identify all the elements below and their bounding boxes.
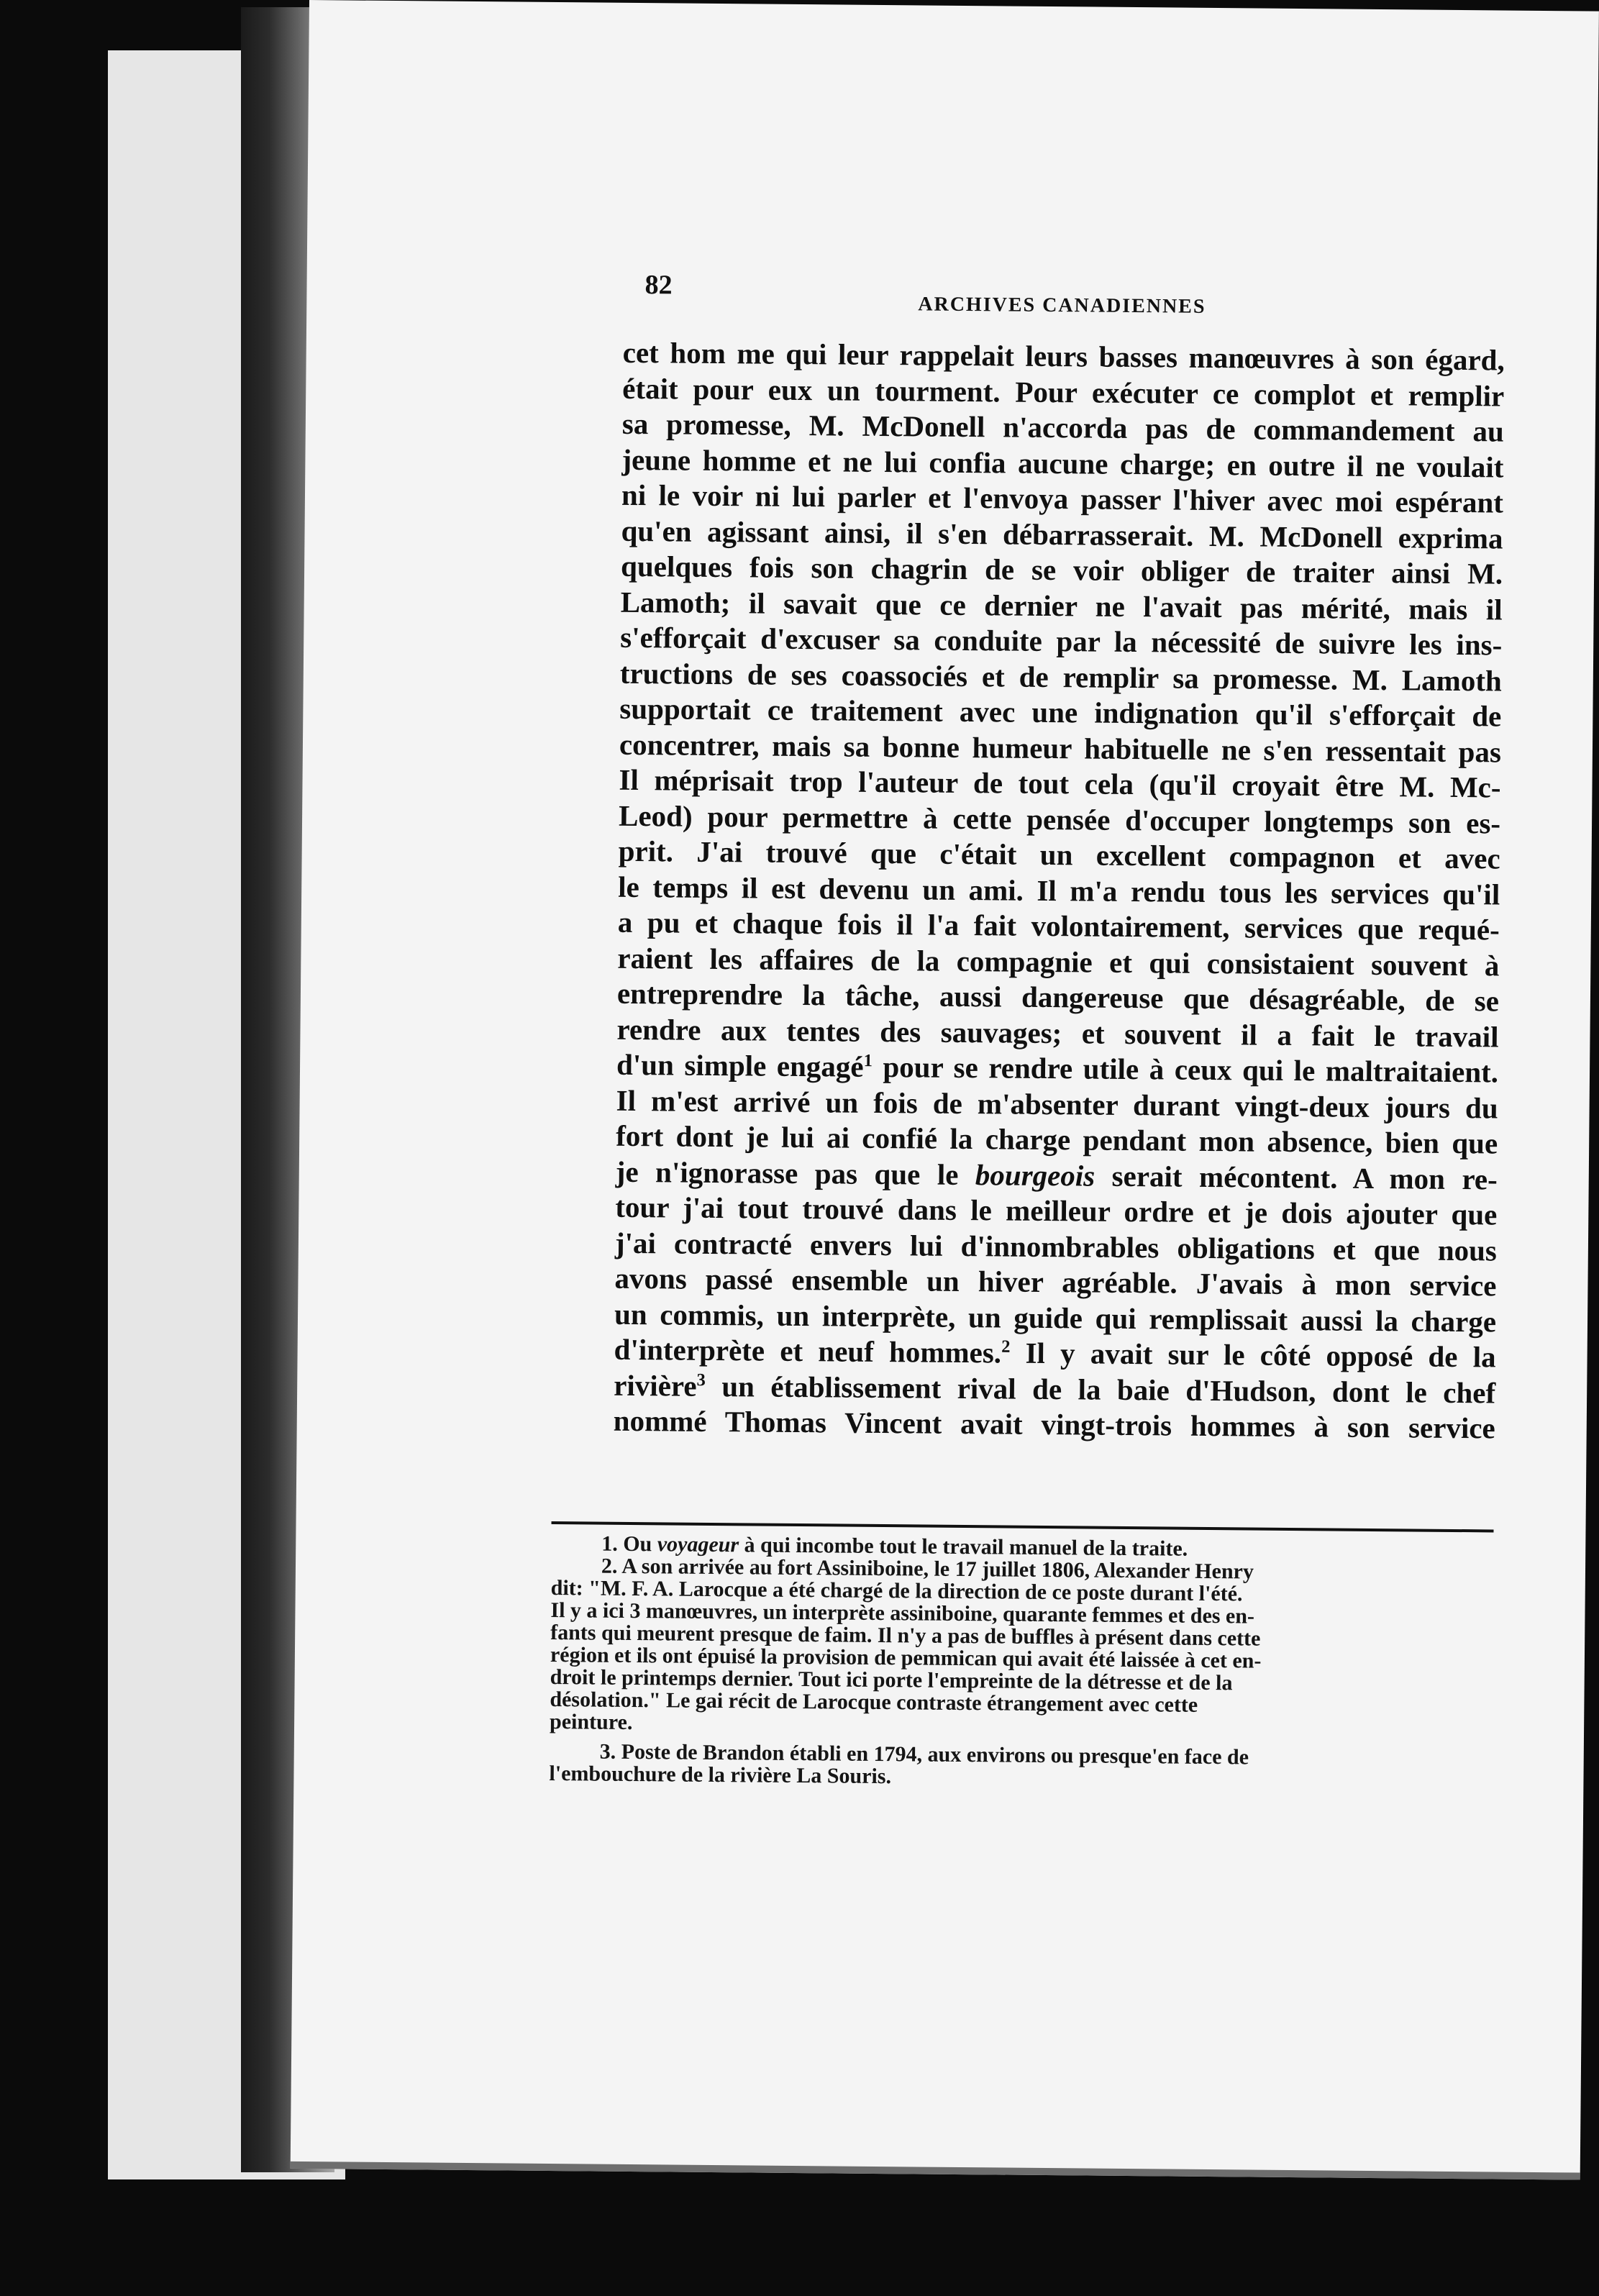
body-line: s'efforçait d'excuser sa conduite par la nécessité de suivre les ins- <box>620 620 1503 662</box>
footnote-rule <box>552 1521 1494 1532</box>
body-line: je n'ignorasse pas que le bourgeois serait mécontent. A mon re- <box>615 1154 1498 1195</box>
footnote-2-line: droit le printemps dernier. Tout ici porte l'empreinte de la détresse et de la <box>550 1665 1233 1695</box>
body-line: j'ai contracté envers lui d'innombrables obligations et que nous <box>614 1226 1498 1267</box>
page-number: 82 <box>644 270 673 301</box>
body-line: le temps il est devenu un ami. Il m'a rendu tous les services qu'il <box>618 870 1500 911</box>
body-line: Il m'est arrivé un fois de m'absenter durant vingt-deux jours du <box>616 1083 1498 1124</box>
document-page <box>291 0 1599 2180</box>
footnote-1: 1. Ou voyageur à qui incombe tout le travail manuel de la traite. <box>601 1531 1188 1561</box>
body-line: jeune homme et ne lui confia aucune charge; en outre il ne voulait <box>621 442 1504 484</box>
body-line: rendre aux tentes des sauvages; et souvent il a fait le travail <box>616 1012 1499 1053</box>
body-line: a pu et chaque fois il l'a fait volontairement, services que requé- <box>617 905 1500 947</box>
footnote-2-line: région et ils ont épuisé la provision de pemmican qui avait été laissée à cet en- <box>550 1643 1262 1673</box>
body-line: sa promesse, M. McDonell n'accorda pas de commandement au <box>621 406 1505 448</box>
body-line: d'interprète et neuf hommes.$^2$ Il y avait sur le côté opposé de la <box>614 1332 1496 1374</box>
body-line: cet hom me qui leur rappelait leurs basses manœuvres à son égard, <box>622 335 1505 377</box>
footnote-2-line: dit: "M. F. A. Larocque a été chargé de la direction de ce poste durant l'été. <box>550 1576 1243 1606</box>
footnotes <box>549 1532 1493 1792</box>
body-line: qu'en agissant ainsi, il s'en débarrasserait. M. McDonell exprima <box>621 514 1503 555</box>
footnote-ref-3[interactable]: 3 <box>696 1370 706 1390</box>
body-line: quelques fois son chagrin de se voir obliger de traiter ainsi M. <box>620 549 1503 591</box>
body-line: d'un simple engagé$^1$ pour se rendre utile à ceux qui le maltraitaient. <box>616 1047 1499 1089</box>
body-line: prit. J'ai trouvé que c'était un excellent compagnon et avec <box>618 834 1500 875</box>
running-head: ARCHIVES CANADIENNES <box>918 293 1206 318</box>
body-line: un commis, un interprète, un guide qui remplissait aussi la charge <box>614 1297 1497 1338</box>
body-line: Il méprisait trop l'auteur de tout cela (qu'il croyait être M. Mc- <box>619 762 1501 804</box>
footnote-2-line: 2. A son arrivée au fort Assiniboine, le 17 juillet 1806, Alexander Henry <box>601 1554 1254 1584</box>
footnote-2-line: fants qui meurent presque de faim. Il n'y a pas de buffles à présent dans cette <box>550 1621 1261 1651</box>
footnote-3-line: 3. Poste de Brandon établi en 1794, aux environs ou presque'en face de <box>599 1739 1249 1769</box>
body-line: avons passé ensemble un hiver agréable. J'avais à mon service <box>614 1261 1497 1303</box>
body-line: était pour eux un tourment. Pour exécuter ce complot et remplir <box>622 371 1505 413</box>
footnote-ref-1[interactable]: 1 <box>863 1051 873 1071</box>
body-line: Leod) pour permettre à cette pensée d'occuper longtemps son es- <box>618 798 1501 839</box>
body-line: ni le voir ni lui parler et l'envoya passer l'hiver avec moi espérant <box>621 478 1504 519</box>
body-line: concentrer, mais sa bonne humeur habituelle ne s'en ressentait pas <box>619 727 1502 768</box>
body-line: supportait ce traitement avec une indignation qu'il s'efforçait de <box>619 691 1502 733</box>
body-line: tructions de ses coassociés et de remplir sa promesse. M. Lamoth <box>619 656 1503 698</box>
body-line: fort dont je lui ai confié la charge pendant mon absence, bien que <box>616 1119 1498 1160</box>
body-line: raient les affaires de la compagnie et qui consistaient souvent à <box>617 941 1500 982</box>
body-line: Lamoth; il savait que ce dernier ne l'avait pas mérité, mais il <box>620 585 1503 627</box>
footnote-2-line: désolation." Le gai récit de Larocque contraste étrangement avec cette <box>550 1687 1198 1717</box>
body-line: entreprendre la tâche, aussi dangereuse que désagréable, de se <box>616 976 1500 1018</box>
body-line: nommé Thomas Vincent avait vingt-trois hommes à son service <box>613 1403 1495 1445</box>
footnote-ref-2[interactable]: 2 <box>1001 1336 1011 1357</box>
body-line: rivière$^3$ un établissement rival de la baie d'Hudson, dont le chef <box>614 1368 1496 1409</box>
footnote-2-line: Il y a ici 3 manœuvres, un interprète assiniboine, quarante femmes et des en- <box>550 1598 1255 1628</box>
body-line: tour j'ai tout trouvé dans le meilleur ordre et je dois ajouter que <box>615 1190 1498 1231</box>
footnote-3-line: l'embouchure de la rivière La Souris. <box>549 1762 892 1789</box>
footnote-2-line: peinture. <box>549 1710 633 1735</box>
body-text <box>614 335 1505 1447</box>
